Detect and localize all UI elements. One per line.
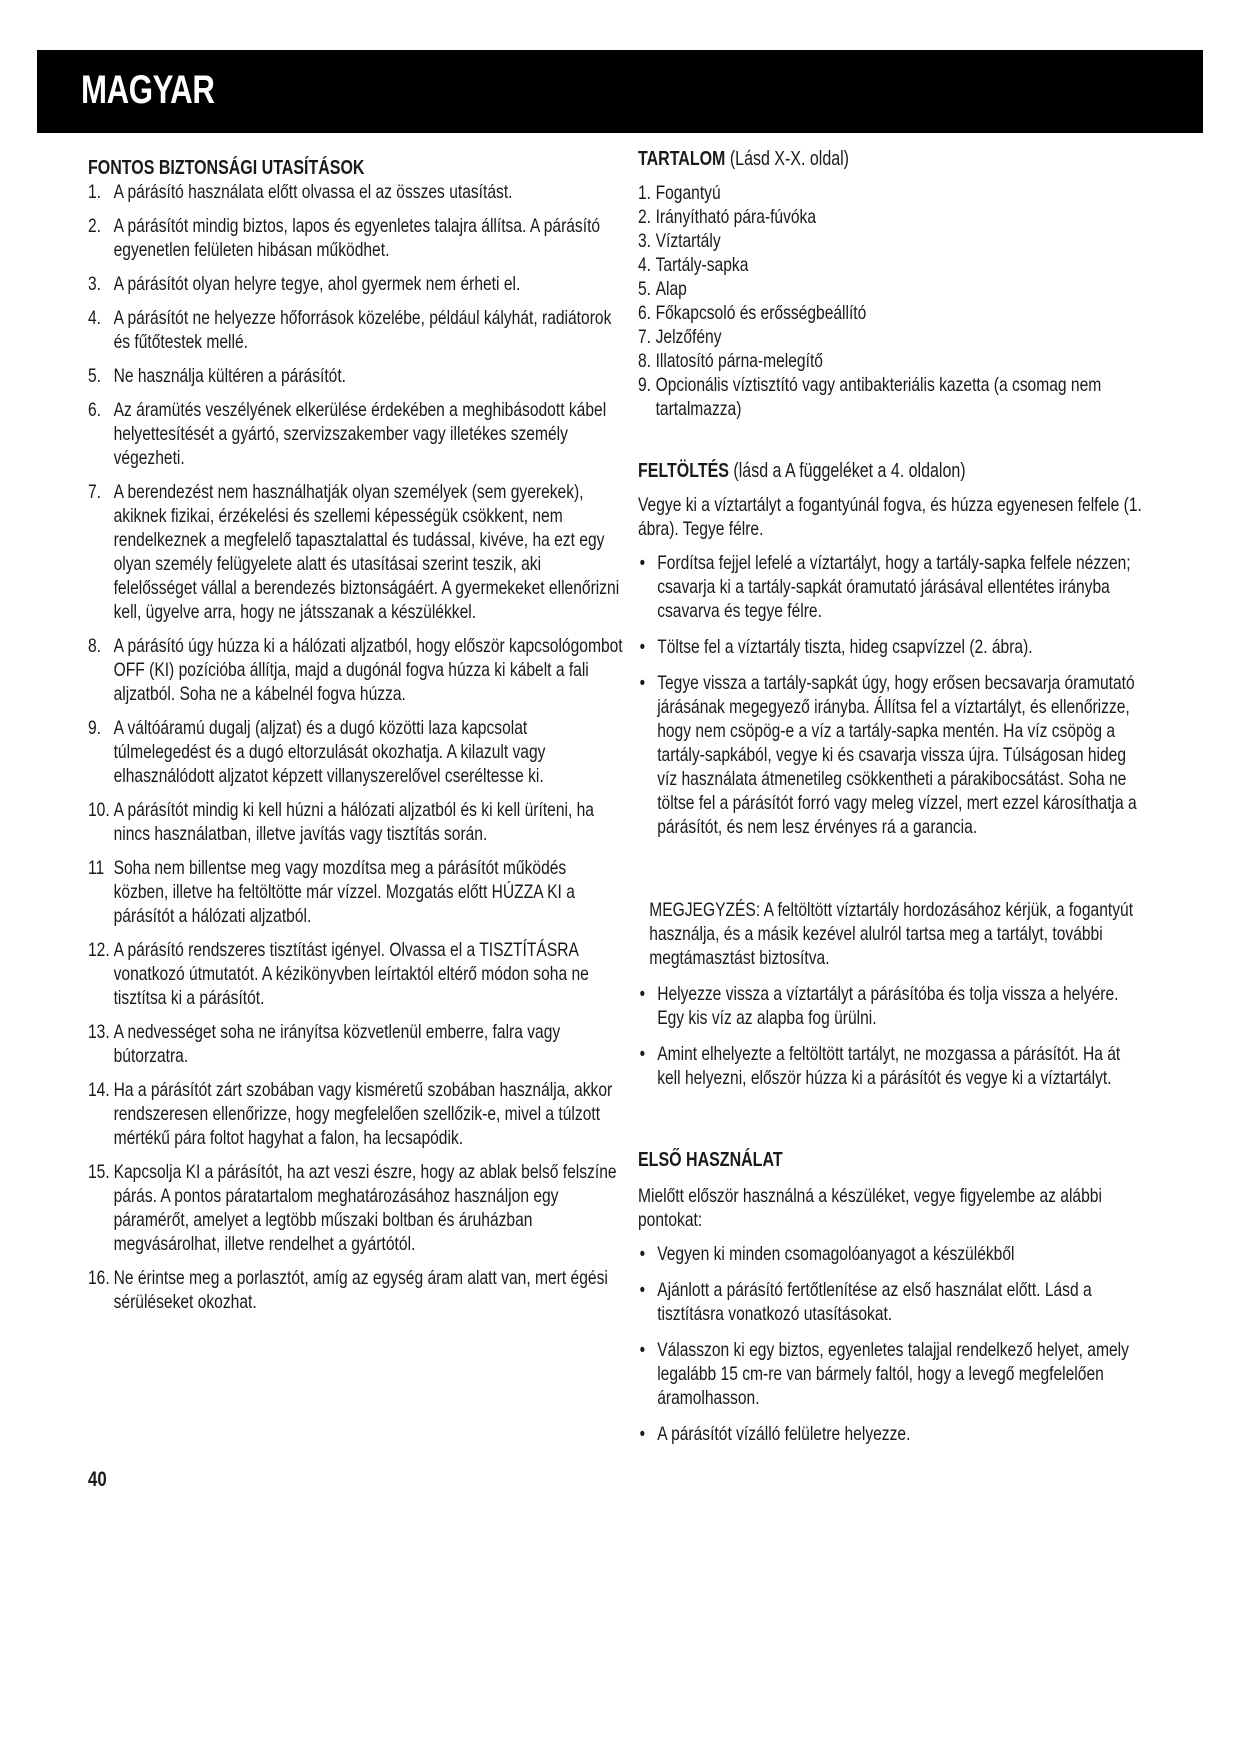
contents-item <box>638 205 1146 229</box>
bullet-icon: • <box>639 636 646 658</box>
item-number: 4. <box>88 307 102 329</box>
item-text: Főkapcsoló és erősségbeállító <box>655 302 867 324</box>
bullet-icon: • <box>639 1243 646 1265</box>
safety-item <box>88 798 624 846</box>
bullet-item <box>638 1338 1146 1410</box>
filling-note: MEGJEGYZÉS: A feltöltött víztartály hordozásához kérjük, a fogantyút használja, és a másik kezével alulról tartsa meg a tartályt, további megtámasztást biztosítva. <box>649 899 1134 969</box>
first-use-section <box>638 1148 1146 1458</box>
item-text: Az áramütés veszélyének elkerülése érdekében a meghibásodott kábel helyettesítését a gyártó, szervizszakember vagy illetékes személy végezheti. <box>113 399 607 469</box>
item-number: 15. <box>88 1161 110 1183</box>
item-number: 13. <box>88 1021 110 1043</box>
contents-item <box>638 325 1146 349</box>
page-number: 40 <box>88 1468 107 1491</box>
item-text: A párásító rendszeres tisztítást igényel. Olvassa el a TISZTÍTÁSRA vonatkozó útmutatót. A kézikönyvben leírtaktól eltérő módon soha ne tisztítsa ki a párásítót. <box>113 939 589 1009</box>
language-header-bar <box>37 50 1203 133</box>
safety-item <box>88 1020 624 1068</box>
contents-list <box>638 181 1146 421</box>
filling-heading <box>638 459 1146 483</box>
item-text: Opcionális víztisztító vagy antibakteriális kazetta (a csomag nem tartalmazza) <box>655 374 1102 420</box>
item-number: 6. <box>88 399 102 421</box>
item-number: 8. <box>638 350 652 372</box>
language-title: MAGYAR <box>81 68 215 112</box>
contents-item <box>638 229 1146 253</box>
contents-section <box>638 147 1146 421</box>
item-number: 1. <box>88 181 102 203</box>
first-use-intro: Mielőtt először használná a készüléket, vegye figyelembe az alábbi pontokat: <box>638 1185 1102 1231</box>
bullet-icon: • <box>639 1423 646 1445</box>
item-number: 5. <box>88 365 102 387</box>
contents-item <box>638 349 1146 373</box>
item-text: A párásító úgy húzza ki a hálózati aljzatból, hogy először kapcsológombot OFF (KI) pozícióba állítja, majd a dugónál fogva húzza ki kábelt a fali aljzatból. Soha ne a kábelnél fogva húzza. <box>113 635 623 705</box>
bullet-text: Vegyen ki minden csomagolóanyagot a készülékből <box>657 1243 1015 1265</box>
safety-list <box>88 180 624 1314</box>
bullet-item <box>638 551 1146 623</box>
bullet-icon: • <box>639 1279 646 1301</box>
safety-item <box>88 1078 624 1150</box>
bullet-icon: • <box>639 552 646 574</box>
item-number: 14. <box>88 1079 110 1101</box>
contents-subtitle: (Lásd X-X. oldal) <box>729 148 850 170</box>
item-number: 10. <box>88 799 110 821</box>
item-number: 1. <box>638 182 652 204</box>
item-number: 6. <box>638 302 652 324</box>
item-number: 12. <box>88 939 110 961</box>
safety-item <box>88 364 624 388</box>
bullet-text: Fordítsa fejjel lefelé a víztartályt, hogy a tartály-sapka felfele nézzen; csavarja ki a tartály-sapkát óramutató járásával ellentétes irányba csavarva és tegye félre. <box>657 552 1131 622</box>
item-text: Irányítható pára-fúvóka <box>655 206 817 228</box>
safety-item <box>88 1160 624 1256</box>
bullet-item <box>638 1242 1146 1266</box>
item-text: Ne használja kültéren a párásítót. <box>113 365 347 387</box>
filling-note-section <box>638 898 1146 1102</box>
bullet-icon: • <box>639 983 646 1005</box>
item-text: Jelzőfény <box>655 326 722 348</box>
item-number: 11 <box>88 857 105 879</box>
bullet-text: Helyezze vissza a víztartályt a párásítóba és tolja vissza a helyére. Egy kis víz az alapba fog ürülni. <box>657 983 1119 1029</box>
bullet-item <box>638 1042 1146 1090</box>
bullet-item <box>638 1422 1146 1446</box>
safety-item <box>88 306 624 354</box>
filling-title: FELTÖLTÉS <box>638 460 729 482</box>
safety-item <box>88 634 624 706</box>
item-text: Víztartály <box>655 230 721 252</box>
safety-section <box>88 156 624 1324</box>
safety-item <box>88 938 624 1010</box>
contents-item <box>638 181 1146 205</box>
item-text: A váltóáramú dugalj (aljzat) és a dugó közötti laza kapcsolat túlmelegedést és a dugó eltorzulását okozhatja. A kilazult vagy elhasználódott aljzatot képzett villanyszerelővel cseréltesse ki. <box>113 717 546 787</box>
item-text: Soha nem billentse meg vagy mozdítsa meg a párásítót működés közben, illetve ha feltöltötte már vízzel. Mozgatás előtt HÚZZA KI a párásítót a hálózati aljzatból. <box>113 857 575 927</box>
bullet-icon: • <box>639 1339 646 1361</box>
item-number: 4. <box>638 254 652 276</box>
item-number: 2. <box>638 206 652 228</box>
bullet-icon: • <box>639 1043 646 1065</box>
first-use-heading: ELSŐ HASZNÁLAT <box>638 1149 783 1171</box>
contents-item <box>638 277 1146 301</box>
item-text: A berendezést nem használhatják olyan személyek (sem gyerekek), akiknek fizikai, érzékelési és szellemi képességük csökkent, nem rendelkeznek a megfelelő tapasztalattal és tudással, kivéve, ha ezt egy olyan személy felügyelete alatt és utasításai szerint teszik, aki felelősséget vállal a berendezés biztonságáért. A gyermekeket ellenőrizni kell, ügyelve arra, hogy ne játsszanak a készülékkel. <box>113 481 620 623</box>
item-number: 16. <box>88 1267 110 1289</box>
bullet-text: Töltse fel a víztartály tiszta, hideg csapvízzel (2. ábra). <box>657 636 1033 658</box>
bullet-item <box>638 671 1146 839</box>
item-text: A párásítót ne helyezze hőforrások közelébe, például kályhát, radiátorok és fűtőtestek mellé. <box>113 307 612 353</box>
contents-item <box>638 253 1146 277</box>
safety-item <box>88 398 624 470</box>
item-text: Ha a párásítót zárt szobában vagy kisméretű szobában használja, akkor rendszeresen ellenőrizze, hogy megfelelően szellőzik-e, mivel a túlzott mértékű pára foltot hagyhat a falon, ha lecsapódik. <box>113 1079 613 1149</box>
bullet-text: Tegye vissza a tartály-sapkát úgy, hogy erősen becsavarja óramutató járásának megegyező irányba. Állítsa fel a víztartályt, és ellenőrizze, hogy nem csöpög-e a víz a tartály-sapka mentén. Ha víz csöpög a tartály-sapkából, vegye ki és csavarja vissza újra. Túlságosan hideg víz használata átmenetileg csökkentheti a párakibocsátást. Soha ne töltse fel a párásítót forró vagy meleg vízzel, mert ezzel károsíthatja a párásítót, és nem lesz érvényes rá a garancia. <box>657 672 1137 838</box>
item-text: A nedvességet soha ne irányítsa közvetlenül emberre, falra vagy bútorzatra. <box>113 1021 561 1067</box>
bullet-text: A párásítót vízálló felületre helyezze. <box>657 1423 911 1445</box>
safety-item <box>88 480 624 624</box>
filling-subtitle: (lásd a A függeléket a 4. oldalon) <box>733 460 966 482</box>
bullet-text: Válasszon ki egy biztos, egyenletes talajjal rendelkező helyet, amely legalább 15 cm-re van bármely faltól, hogy a levegő megfelelően áramolhasson. <box>657 1339 1129 1409</box>
contents-item <box>638 373 1146 421</box>
item-number: 7. <box>88 481 102 503</box>
item-text: Tartály-sapka <box>655 254 749 276</box>
bullet-text: Ajánlott a párásító fertőtlenítése az első használat előtt. Lásd a tisztításra vonatkozó utasításokat. <box>657 1279 1092 1325</box>
safety-item <box>88 856 624 928</box>
item-text: A párásítót olyan helyre tegye, ahol gyermek nem érheti el. <box>113 273 521 295</box>
item-text: Alap <box>655 278 687 300</box>
filling-bullets <box>638 551 1146 839</box>
item-number: 2. <box>88 215 102 237</box>
safety-item <box>88 1266 624 1314</box>
item-text: A párásítót mindig ki kell húzni a hálózati aljzatból és ki kell üríteni, ha nincs használatban, illetve javítás vagy tisztítás során. <box>113 799 594 845</box>
item-number: 8. <box>88 635 102 657</box>
item-text: Illatosító párna-melegítő <box>655 350 823 372</box>
item-text: Fogantyú <box>655 182 721 204</box>
safety-item <box>88 180 624 204</box>
filling-section <box>638 459 1146 851</box>
safety-item <box>88 716 624 788</box>
item-text: A párásítót mindig biztos, lapos és egyenletes talajra állítsa. A párásító egyenetlen felületen hibásan működhet. <box>113 215 601 261</box>
item-number: 7. <box>638 326 652 348</box>
contents-heading <box>638 147 1146 171</box>
bullet-item <box>638 1278 1146 1326</box>
item-text: Kapcsolja KI a párásítót, ha azt veszi észre, hogy az ablak belső felszíne párás. A pontos páratartalom meghatározásához használjon egy páramérőt, amelyet a legtöbb műszaki boltban és áruházban megvásárolhat, illetve rendelhet a gyártótól. <box>113 1161 617 1255</box>
bullet-item <box>638 635 1146 659</box>
item-number: 9. <box>638 374 652 396</box>
contents-item <box>638 301 1146 325</box>
item-text: A párásító használata előtt olvassa el az összes utasítást. <box>113 181 513 203</box>
filling-intro: Vegye ki a víztartályt a fogantyúnál fogva, és húzza egyenesen felfele (1. ábra). Tegye félre. <box>638 494 1142 540</box>
item-number: 3. <box>88 273 102 295</box>
safety-heading: FONTOS BIZTONSÁGI UTASÍTÁSOK <box>88 157 365 179</box>
contents-title: TARTALOM <box>638 148 726 170</box>
filling-bullets-2 <box>638 982 1146 1090</box>
item-number: 5. <box>638 278 652 300</box>
item-number: 9. <box>88 717 102 739</box>
first-use-bullets <box>638 1242 1146 1446</box>
bullet-item <box>638 982 1146 1030</box>
safety-item <box>88 272 624 296</box>
safety-item <box>88 214 624 262</box>
bullet-text: Amint elhelyezte a feltöltött tartályt, ne mozgassa a párásítót. Ha át kell helyezni, először húzza ki a párásítót és vegye ki a víztartályt. <box>657 1043 1121 1089</box>
bullet-icon: • <box>639 672 646 694</box>
item-number: 3. <box>638 230 652 252</box>
item-text: Ne érintse meg a porlasztót, amíg az egység áram alatt van, mert égési sérüléseket okozhat. <box>113 1267 608 1313</box>
